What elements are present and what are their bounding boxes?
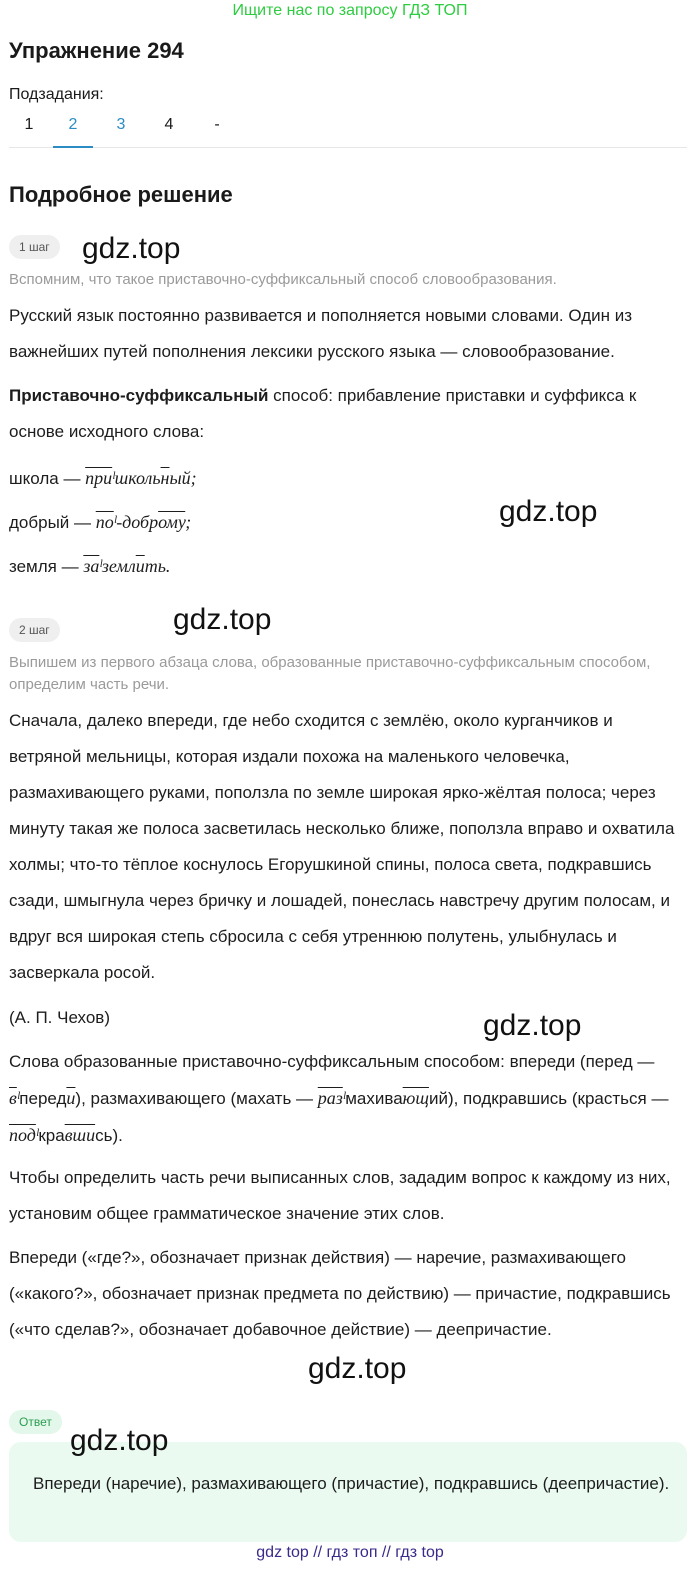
word-2-prefix: раз	[317, 1088, 343, 1108]
watermark: gdz.top	[308, 1352, 407, 1385]
example-1-suffix: н	[160, 468, 170, 488]
example-1-root: школь	[114, 468, 161, 488]
word-3-root: кра	[38, 1126, 65, 1145]
step-1-paragraph: Русский язык постоянно развивается и пополняется новыми словами. Один из важнейших путей пополнения лексики русского языка — словообразование.	[9, 306, 633, 361]
solution-title: Подробное решение	[9, 182, 233, 207]
watermark: gdz.top	[483, 1009, 582, 1042]
example-1-derived: приˡшкольный;	[85, 468, 197, 488]
word-3-suffix: вши	[64, 1125, 96, 1145]
step-1-hint: Вспомним, что такое приставочно-суффиксальный способ словообразования.	[9, 271, 557, 288]
example-3-ending: ть.	[144, 556, 171, 576]
example-1-prefix: при	[85, 468, 113, 488]
word-podkravshis-analysis: подˡ	[9, 1125, 39, 1145]
page-title: Упражнение 294	[9, 38, 184, 63]
word-1-suffix: и	[66, 1088, 76, 1108]
example-3-suffix: и	[135, 556, 145, 576]
example-3-root: земл	[101, 556, 136, 576]
watermark: gdz.top	[70, 1424, 169, 1457]
example-3-prefix: за	[83, 556, 100, 576]
derived-words-paragraph	[9, 1044, 689, 1154]
quote-author: (А. П. Чехов)	[9, 1008, 110, 1027]
derived-words-text-4: ).	[112, 1126, 123, 1145]
step-2-hint: Выпишем из первого абзаца слова, образованные приставочно-суффиксальным способом, определим часть речи.	[9, 654, 651, 693]
tab-subtask-1[interactable]: 1	[24, 116, 34, 133]
word-2-ending: ий	[428, 1089, 448, 1108]
word-razmahivayushchego-analysis: разˡ	[317, 1088, 346, 1108]
watermark: gdz.top	[173, 603, 272, 636]
definition-term: Приставочно-суффиксальный	[9, 386, 269, 405]
chekhov-quote: Сначала, далеко впереди, где небо сходится с землёю, около курганчиков и ветряной мельницы, которая издали похожа на маленького человечка, размахивающего руками, поползла по земле широкая ярко-жёлтая полоса; через минуту такая же полоса засветилась несколько ближе, поползла вправо и охватила холмы; что-то тёплое коснулось Егорушкиной спины, полоса света, подкравшись сзади, шмыгнула через бричку и лошадей, понеслась навстречу другим полосам, и вдруг вся широкая степь сбросила с себя утреннюю полутень, улыбнулась и засверкала росой.	[9, 711, 675, 982]
part-of-speech-method: Чтобы определить часть речи выписанных слов, зададим вопрос к каждому из них, установим общее грамматическое значение этих слов.	[9, 1168, 671, 1223]
word-1-root: перед	[19, 1089, 67, 1108]
footer-links: gdz top // гдз топ // гдз top	[256, 1544, 444, 1561]
example-2-source: добрый —	[9, 513, 96, 532]
example-1	[9, 460, 689, 497]
example-1-ending: ый;	[169, 468, 197, 488]
definition-text: способ: прибавление приставки и суффикса к основе исходного слова:	[9, 386, 637, 441]
subtasks-label: Подзадания:	[9, 86, 104, 103]
word-3-ending: сь	[95, 1126, 113, 1145]
answer-text: Впереди (наречие), размахивающего (причастие), подкравшись (деепричастие).	[33, 1474, 670, 1493]
derived-words-text-1: Слова образованные приставочно-суффиксальным способом: впереди (перед —	[9, 1052, 655, 1071]
word-2-suffix: ющ	[402, 1088, 429, 1108]
example-3-source: земля —	[9, 557, 84, 576]
example-2-root: -добр	[116, 512, 159, 532]
example-2-suffix: ому	[158, 512, 186, 532]
example-1-source: школа —	[9, 469, 86, 488]
tab-subtask-4[interactable]: 4	[164, 116, 174, 133]
part-of-speech-result: Впереди («где?», обозначает признак действия) — наречие, размахивающего («какого?», обозначает признак предмета по действию) — причастие, подкравшись («что сделав?», обозначает добавочное действие) — деепричастие.	[9, 1248, 671, 1339]
watermark: gdz.top	[499, 495, 598, 528]
watermark: gdz.top	[82, 232, 181, 265]
tab-subtask-2[interactable]: 2	[53, 116, 93, 148]
derived-words-text-3: ), подкравшись (красться —	[447, 1089, 669, 1108]
search-hint-banner: Ищите нас по запросу ГДЗ ТОП	[232, 2, 468, 19]
example-2-derived: поˡ-доброму;	[95, 512, 192, 532]
example-2-ending: ;	[185, 512, 192, 532]
step-2-badge: 2 шаг	[9, 618, 60, 642]
word-2-root: махива	[345, 1089, 403, 1108]
definition-paragraph	[9, 378, 689, 450]
word-3-prefix: под	[9, 1125, 36, 1145]
tab-subtask-more[interactable]: -	[214, 116, 220, 133]
example-2-prefix: по	[95, 512, 114, 532]
word-1-prefix: в	[9, 1088, 17, 1108]
answer-badge: Ответ	[9, 1410, 62, 1434]
example-3	[9, 548, 689, 585]
subtasks-tabs	[9, 112, 687, 148]
derived-words-text-2: ), размахивающего (махать —	[75, 1089, 318, 1108]
tab-subtask-3[interactable]: 3	[116, 116, 126, 133]
word-vperedi-analysis: вˡ	[9, 1088, 20, 1108]
example-3-derived: заˡземлить.	[83, 556, 171, 576]
step-1-badge: 1 шаг	[9, 235, 60, 259]
